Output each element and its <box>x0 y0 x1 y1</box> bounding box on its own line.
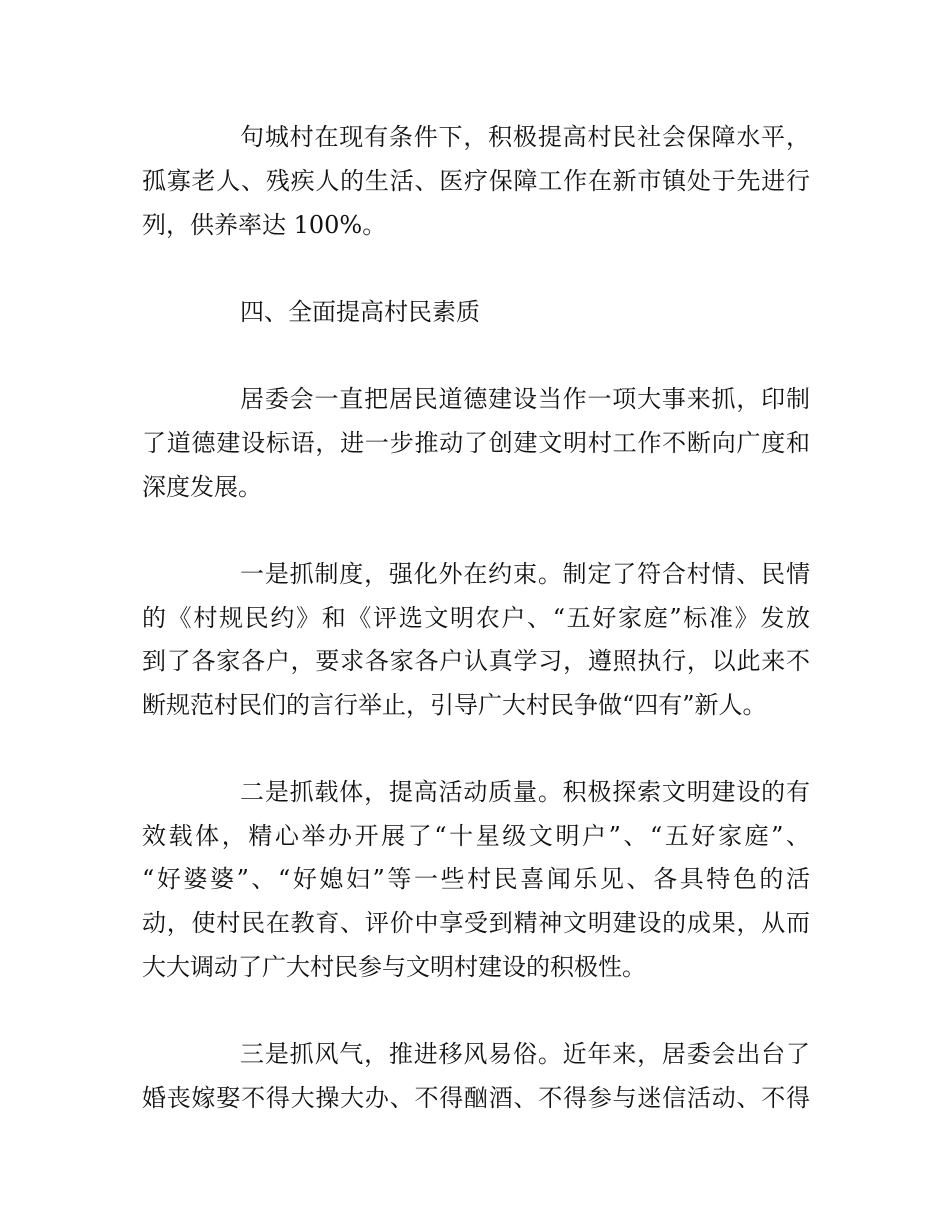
text-line: 二是抓载体，提高活动质量。积极探索文明建设的有 <box>240 778 810 806</box>
text-line: 动，使村民在教育、评价中享受到精神文明建设的成果，从而 <box>142 909 810 937</box>
text-line: 孤寡老人、残疾人的生活、医疗保障工作在新市镇处于先进行 <box>142 167 810 195</box>
heading-text: 四、全面提高村民素质 <box>240 298 480 326</box>
text-line: 三是抓风气，推进移风易俗。近年来，居委会出台了 <box>240 1040 810 1068</box>
text-line: 到了各家各户，要求各家各户认真学习，遵照执行，以此来不 <box>142 647 810 675</box>
text-line: 大大调动了广大村民参与文明村建设的积极性。 <box>142 953 646 981</box>
text-line: 婚丧嫁娶不得大操大办、不得酗酒、不得参与迷信活动、不得 <box>142 1084 810 1112</box>
text-line: 深度发展。 <box>142 473 262 501</box>
text-line: 列，供养率达 100%。 <box>142 211 387 239</box>
text-line: 居委会一直把居民道德建设当作一项大事来抓，印制 <box>240 385 810 413</box>
text-line: 一是抓制度，强化外在约束。制定了符合村情、民情 <box>240 560 810 588</box>
text-line: 断规范村民们的言行举止，引导广大村民争做“四有”新人。 <box>142 691 767 719</box>
text-line: “好婆婆”、“好媳妇”等一些村民喜闻乐见、各具特色的活 <box>142 865 810 893</box>
text-line: 了道德建设标语，进一步推动了创建文明村工作不断向广度和 <box>142 429 810 457</box>
text-line: 的《村规民约》和《评选文明农户、“五好家庭”标准》发放 <box>142 604 810 632</box>
text-line: 效载体，精心举办开展了“十星级文明户”、“五好家庭”、 <box>142 822 810 850</box>
text-line: 句城村在现有条件下，积极提高村民社会保障水平， <box>240 123 810 151</box>
